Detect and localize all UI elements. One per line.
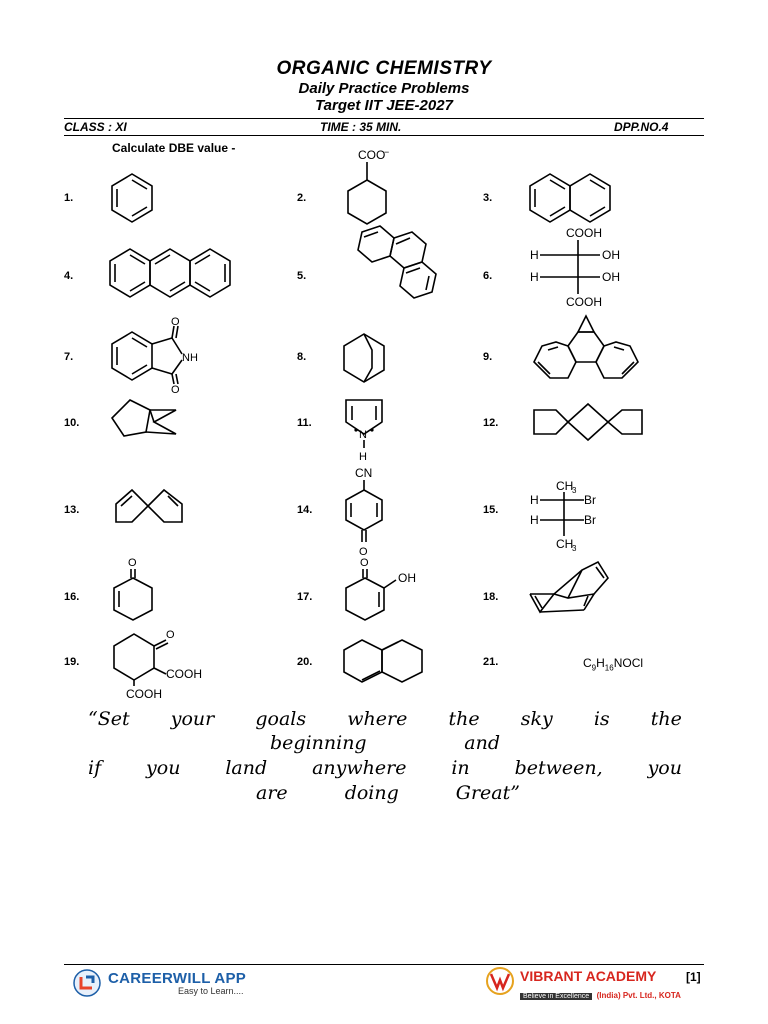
svg-text:−: − — [384, 147, 390, 157]
question-number: 9. — [483, 351, 493, 363]
question-number: 16. — [64, 591, 80, 603]
careerwill-icon — [72, 968, 102, 998]
svg-text:OH: OH — [602, 270, 620, 284]
quote-line: “Set your goals where the sky is the — [88, 708, 682, 730]
structure-hydroxycyclohexenone — [340, 556, 424, 624]
careerwill-name: CAREERWILL APP — [108, 970, 247, 987]
svg-text:O: O — [359, 546, 368, 558]
quote-line: if you land anywhere in between, you — [88, 757, 682, 779]
question-number: 12. — [483, 417, 499, 429]
structure-pyrrole — [342, 396, 388, 466]
structure-tartaric-acid — [526, 224, 628, 310]
question-number: 15. — [483, 504, 499, 516]
svg-text:OH: OH — [398, 571, 416, 585]
svg-text:CH: CH — [556, 537, 574, 551]
question-number: 8. — [297, 351, 307, 363]
svg-text:COOH: COOH — [566, 295, 602, 309]
vibrant-tagline: Believe in Excellence — [520, 993, 592, 1000]
structure-cyclohexenone — [108, 556, 158, 624]
question-number: 7. — [64, 351, 74, 363]
vibrant-company: (India) Pvt. Ltd., KOTA — [596, 991, 681, 1000]
svg-text:H: H — [530, 270, 539, 284]
question-number: 1. — [64, 192, 74, 204]
structure-barrelene — [528, 558, 610, 618]
careerwill-tagline: Easy to Learn.... — [178, 986, 244, 996]
structure-cyclohexanecarboxylate — [336, 148, 396, 230]
page-number: [1] — [686, 970, 701, 984]
question-number: 18. — [483, 591, 499, 603]
svg-text:O: O — [171, 384, 180, 396]
instruction: Calculate DBE value - — [112, 141, 236, 155]
doc-target: Target IIT JEE-2027 — [315, 97, 453, 114]
doc-title: ORGANIC CHEMISTRY — [276, 58, 492, 79]
question-number: 19. — [64, 656, 80, 668]
question-number: 13. — [64, 504, 80, 516]
structure-dibromobutane — [526, 478, 616, 552]
structure-benzene — [106, 172, 158, 224]
question-number: 6. — [483, 270, 493, 282]
svg-text:COOH: COOH — [126, 687, 162, 701]
structure-spiro-diene — [112, 486, 188, 534]
structure-dispiro-cyclobutane — [530, 402, 648, 444]
svg-text:Br: Br — [584, 493, 596, 507]
molecular-formula: $C_9H_{16}NOCl$ — [583, 656, 644, 673]
question-number: 2. — [297, 192, 307, 204]
svg-text:O: O — [166, 629, 175, 641]
structure-phenanthrene — [338, 224, 448, 304]
structure-hexahydronaphthalene — [342, 638, 426, 684]
question-number: 20. — [297, 656, 313, 668]
svg-text:CN: CN — [355, 466, 373, 480]
svg-text:NH: NH — [182, 352, 198, 364]
svg-text:Br: Br — [584, 513, 596, 527]
structure-anthracene — [108, 247, 236, 299]
structure-phthalimide — [110, 316, 210, 396]
svg-text:O: O — [360, 557, 369, 569]
doc-subtitle: Daily Practice Problems — [298, 80, 470, 97]
question-number: 4. — [64, 270, 74, 282]
question-number: 5. — [297, 270, 307, 282]
svg-text:COO: COO — [358, 148, 386, 162]
svg-text:CH: CH — [556, 479, 574, 493]
footer-divider — [64, 964, 704, 965]
question-number: 3. — [483, 192, 493, 204]
svg-text:H: H — [530, 513, 539, 527]
info-bar — [64, 118, 704, 136]
svg-text:O: O — [128, 557, 137, 569]
svg-text:O: O — [171, 316, 180, 328]
svg-text:H: H — [359, 451, 367, 463]
structure-naphthalene — [528, 172, 614, 224]
svg-text:COOH: COOH — [166, 667, 202, 681]
svg-text:COOH: COOH — [566, 226, 602, 240]
class-label: CLASS : XI — [64, 120, 127, 134]
structure-cyano-cyclohexadienone — [340, 464, 390, 560]
svg-text:OH: OH — [602, 248, 620, 262]
question-number: 10. — [64, 417, 80, 429]
structure-bicyclo-heptane — [108, 398, 182, 446]
svg-text:H: H — [530, 248, 539, 262]
question-number: 11. — [297, 417, 312, 429]
vibrant-icon — [484, 966, 516, 996]
time-label: TIME : 35 MIN. — [320, 120, 402, 134]
vibrant-name: VIBRANT ACADEMY — [520, 968, 657, 984]
question-number: 17. — [297, 591, 313, 603]
structure-cyclopropaphenanthrene — [528, 312, 644, 382]
question-number: 21. — [483, 656, 499, 668]
structure-bicyclooctane — [342, 332, 392, 386]
quote-line: beginning and — [270, 732, 500, 754]
dpp-label: DPP.NO.4 — [614, 120, 669, 134]
svg-text:3: 3 — [572, 544, 577, 553]
svg-text:N: N — [359, 429, 367, 441]
svg-text:3: 3 — [572, 486, 577, 495]
svg-text:H: H — [530, 493, 539, 507]
question-number: 14. — [297, 504, 313, 516]
structure-oxocyclohexane-dicarboxylic-acid — [104, 624, 214, 700]
quote-line: are doing Great” — [256, 782, 520, 804]
